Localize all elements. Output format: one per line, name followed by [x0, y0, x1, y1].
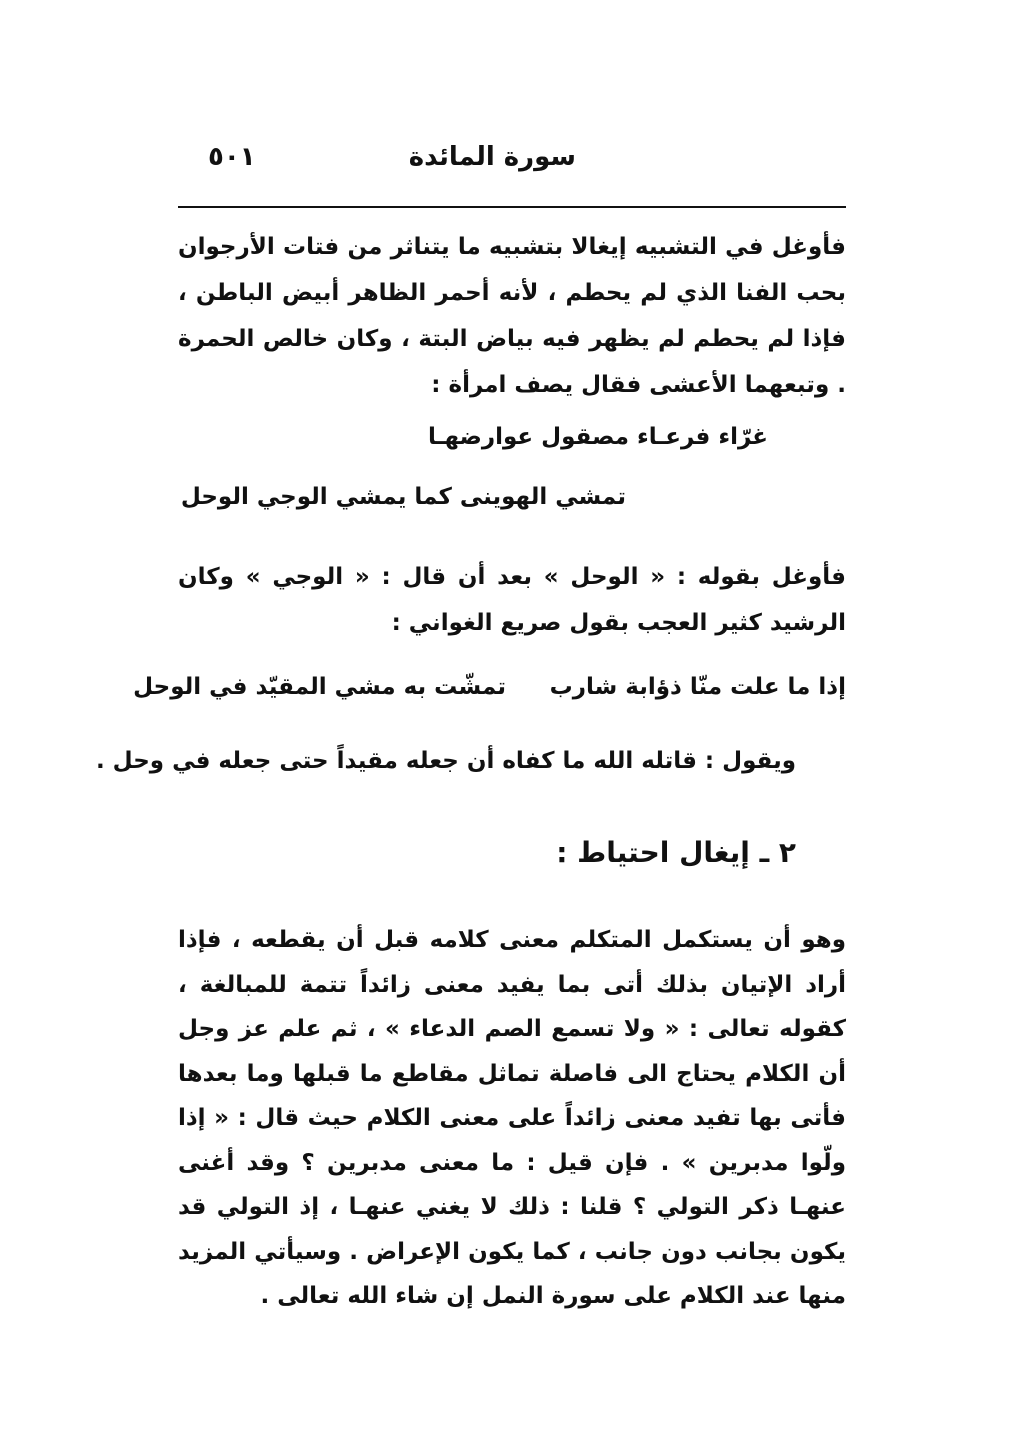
page-number: ٥٠١: [208, 142, 256, 172]
header-divider: [178, 206, 846, 208]
paragraph-3: وهو أن يستكمل المتكلم معنى كلامه قبل أن يقطعه ، فإذا أراد الإتيان بذلك أتى بما يفيد معنى زائداً تتمة للمبالغة ، كقوله تعالى : « ولا تسمع الصم الدعاء » ، ثم علم عز وجل أن الكلام يحتاج الى فاصلة تماثل مقاطع ما قبلها وما بعدها فأتى بها تفيد معنى زائداً على معنى الكلام حيث قال : « إذا ولّوا مدبرين » . فإن قيل : ما معنى مدبرين ؟ وقد أغنى عنهـا ذكر التولي ؟ قلنا : ذلك لا يغني عنهـا ، إذ التولي قد يكون بجانب دون جانب ، كما يكون الإعراض . وسيأتي المزيد منها عند الكلام على سورة النمل إن شاء الله تعالى .: [178, 927, 846, 1309]
section-heading: ٢ ـ إيغال احتياط :: [556, 836, 796, 869]
paragraph-1: فأوغل في التشبيه إيغالا بتشبيه ما يتناثر من فتات الأرجوان بحب الفنا الذي لم يحطم ، لأنه أحمر الظاهر أبيض الباطن ، فإذا لم يحطم لم يظهر فيه بياض البتة ، وكان خالص الحمرة . وتبعهما الأعشى فقال يصف امرأة :: [178, 234, 846, 398]
verse-3-second-hemistich: تمشّت به مشي المقيّد في الوحل: [133, 674, 506, 700]
page-header: [178, 142, 846, 182]
note-line: ويقول : قاتله الله ما كفاه أن جعله مقيداً حتى جعله في وحل .: [95, 748, 796, 774]
page-title: سورة المائدة: [408, 142, 576, 172]
verse-1: غرّاء فرعـاء مصقول عوارضهـا: [427, 424, 768, 450]
verse-2: تمشي الهوينى كما يمشي الوجي الوحل: [180, 484, 626, 510]
paragraph-2: فأوغل بقوله : « الوحل » بعد أن قال : « الوجي » وكان الرشيد كثير العجب بقول صريع الغواني :: [178, 564, 846, 636]
verse-3-first-hemistich: إذا ما علت منّا ذؤابة شارب: [549, 674, 846, 700]
